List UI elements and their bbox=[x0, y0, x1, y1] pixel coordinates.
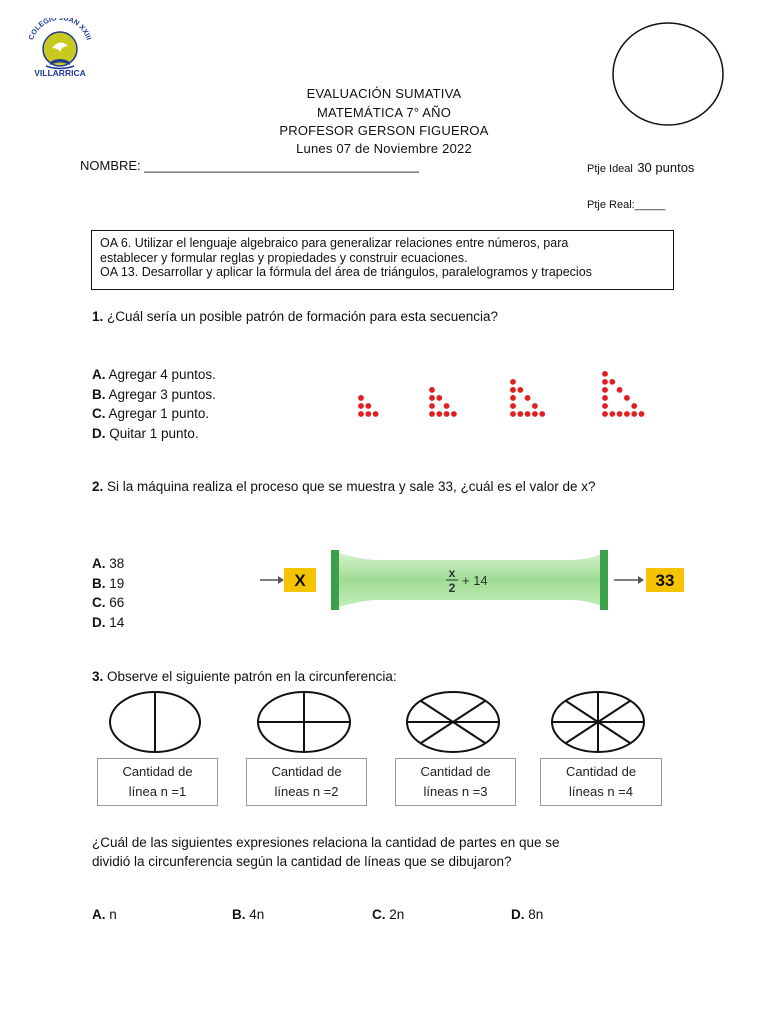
header-title: EVALUACIÓN SUMATIVA bbox=[306, 86, 462, 101]
label-line: líneas n =3 bbox=[423, 784, 488, 799]
q3-question-line: dividió la circunferencia según la cantidad de líneas que se dibujaron? bbox=[92, 854, 512, 869]
q3-option-a[interactable]: A. n bbox=[92, 907, 117, 922]
q1-statement bbox=[92, 309, 498, 324]
dot bbox=[358, 395, 364, 401]
q2-number: 2. bbox=[92, 479, 104, 494]
label-line: líneas n =2 bbox=[274, 784, 339, 799]
label-line: Cantidad de bbox=[420, 764, 491, 779]
dot-figure-4 bbox=[602, 371, 644, 417]
dot bbox=[617, 411, 623, 417]
dot bbox=[373, 411, 379, 417]
dot bbox=[429, 403, 435, 409]
q1-text: ¿Cuál sería un posible patrón de formación para esta secuencia? bbox=[107, 309, 499, 324]
q2-statement bbox=[92, 479, 596, 494]
label-box-n1 bbox=[97, 758, 218, 806]
label-line: líneas n =4 bbox=[569, 784, 633, 799]
dot bbox=[517, 387, 523, 393]
circle-n4 bbox=[552, 692, 644, 752]
dot-figure-3 bbox=[510, 379, 545, 417]
tube-left-cap bbox=[331, 550, 339, 610]
logo-bottom-text: VILLARRICA bbox=[34, 68, 86, 78]
output-label: 33 bbox=[655, 571, 675, 590]
objective-line: OA 13. Desarrollar y aplicar la fórmula del área de triángulos, paralelogramos y trapecios bbox=[100, 265, 592, 279]
dot bbox=[602, 387, 608, 393]
dot bbox=[617, 387, 623, 393]
objective-line: establecer y formular reglas y propiedades y construir ecuaciones. bbox=[100, 250, 468, 265]
q3-question-line: ¿Cuál de las siguientes expresiones relaciona la cantidad de partes en que se bbox=[92, 835, 560, 850]
dot bbox=[358, 403, 364, 409]
q1-number: 1. bbox=[92, 309, 104, 324]
dot bbox=[639, 411, 645, 417]
dot bbox=[429, 411, 435, 417]
dot bbox=[532, 403, 538, 409]
dot bbox=[510, 387, 516, 393]
dot bbox=[510, 395, 516, 401]
school-logo bbox=[22, 18, 98, 82]
dot bbox=[602, 395, 608, 401]
dot bbox=[631, 411, 637, 417]
q1-dot-pattern bbox=[350, 340, 680, 425]
dot bbox=[602, 411, 608, 417]
dot bbox=[510, 403, 516, 409]
q3-option-d[interactable]: D. 8n bbox=[511, 907, 544, 922]
ptje-ideal bbox=[587, 159, 694, 177]
circle-n2 bbox=[258, 692, 350, 752]
label-box-n3 bbox=[395, 758, 516, 806]
q3-text: Observe el siguiente patrón en la circunferencia: bbox=[107, 669, 397, 684]
dot-figure-1 bbox=[358, 395, 378, 417]
dot bbox=[525, 395, 531, 401]
label-box-n2 bbox=[246, 758, 367, 806]
q3-question bbox=[92, 833, 560, 871]
formula-rest: + 14 bbox=[462, 573, 488, 588]
q3-statement bbox=[92, 669, 397, 684]
dot-figure-2 bbox=[429, 387, 457, 417]
ptje-ideal-label: Ptje Ideal bbox=[587, 163, 633, 175]
ptje-real[interactable]: Ptje Real:_____ bbox=[587, 199, 666, 211]
objective-line: OA 6. Utilizar el lenguaje algebraico para generalizar relaciones entre números, para bbox=[100, 236, 569, 250]
q3-number: 3. bbox=[92, 669, 104, 684]
dot bbox=[631, 403, 637, 409]
dot bbox=[510, 379, 516, 385]
label-box-n4 bbox=[540, 758, 662, 806]
dot bbox=[609, 379, 615, 385]
dot bbox=[609, 411, 615, 417]
q2-option-b[interactable]: B. 19 bbox=[92, 575, 125, 591]
label-line: Cantidad de bbox=[271, 764, 342, 779]
label-line: Cantidad de bbox=[122, 764, 193, 779]
dot bbox=[510, 411, 516, 417]
header-date: Lunes 07 de Noviembre 2022 bbox=[296, 141, 472, 156]
dot bbox=[539, 411, 545, 417]
q2-option-c[interactable]: C. 66 bbox=[92, 595, 125, 610]
dot bbox=[429, 387, 435, 393]
circle-n3 bbox=[407, 692, 499, 752]
dot bbox=[365, 411, 371, 417]
dot bbox=[517, 411, 523, 417]
dot bbox=[624, 395, 630, 401]
q1-option-d[interactable]: D. Quitar 1 punto. bbox=[92, 425, 199, 441]
logo-top-text: COLEGIO UAN XXIII bbox=[26, 18, 94, 42]
dot bbox=[365, 403, 371, 409]
q2-option-a[interactable]: A. 38 bbox=[92, 556, 125, 571]
tube-right-cap bbox=[600, 550, 608, 610]
q1-option-c[interactable]: C. Agregar 1 punto. bbox=[92, 406, 210, 421]
dot bbox=[436, 395, 442, 401]
dot bbox=[602, 371, 608, 377]
header-subject: MATEMÁTICA 7° AÑO bbox=[316, 105, 452, 120]
q3-option-b[interactable]: B. 4n bbox=[232, 907, 265, 922]
dot bbox=[358, 411, 364, 417]
name-field[interactable]: NOMBRE: ______________________________________ bbox=[80, 158, 420, 173]
dot bbox=[602, 379, 608, 385]
q3-option-c[interactable]: C. 2n bbox=[372, 907, 405, 922]
input-label: X bbox=[294, 571, 306, 590]
ptje-ideal-value: 30 puntos bbox=[637, 160, 695, 175]
dot bbox=[444, 403, 450, 409]
dot bbox=[451, 411, 457, 417]
label-line: Cantidad de bbox=[565, 764, 637, 779]
label-line: línea n =1 bbox=[128, 784, 187, 799]
dot bbox=[429, 395, 435, 401]
formula-denominator: 2 bbox=[448, 581, 456, 595]
dot bbox=[444, 411, 450, 417]
circle-n1 bbox=[110, 692, 200, 752]
q2-text: Si la máquina realiza el proceso que se muestra y sale 33, ¿cuál es el valor de x? bbox=[107, 479, 596, 494]
dot bbox=[532, 411, 538, 417]
dot bbox=[602, 403, 608, 409]
q1-options bbox=[92, 365, 216, 443]
dot bbox=[624, 411, 630, 417]
q1-option-b[interactable]: B. Agregar 3 puntos. bbox=[92, 386, 216, 402]
dot bbox=[525, 411, 531, 417]
q2-machine-diagram bbox=[240, 540, 690, 620]
dot bbox=[436, 411, 442, 417]
objectives-box bbox=[91, 230, 674, 290]
header-teacher: PROFESOR GERSON FIGUEROA bbox=[279, 123, 489, 138]
q1-option-a[interactable]: A. Agregar 4 puntos. bbox=[92, 367, 216, 382]
q2-option-d[interactable]: D. 14 bbox=[92, 614, 125, 630]
formula-numerator: x bbox=[448, 566, 456, 580]
q2-options bbox=[92, 554, 124, 632]
q3-circles bbox=[100, 688, 700, 758]
